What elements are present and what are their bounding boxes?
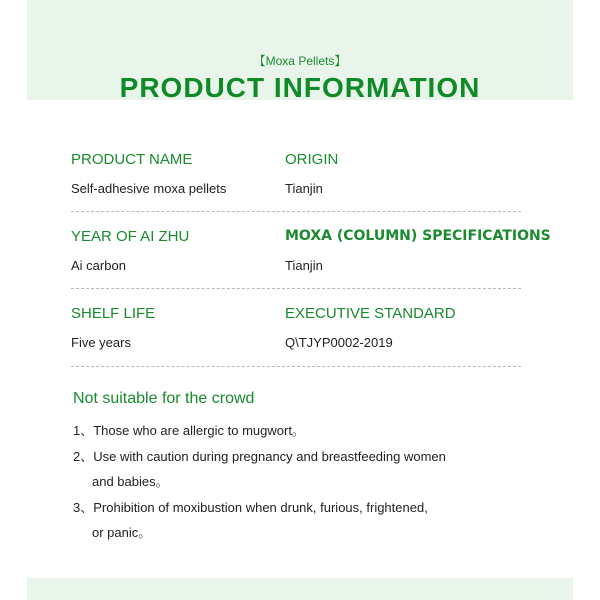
crowd-item-1: 1、Those who are allergic to mugwort。	[73, 423, 305, 438]
divider	[71, 288, 521, 289]
standard-label: EXECUTIVE STANDARD	[285, 305, 456, 322]
divider	[71, 211, 521, 212]
product-name-label: PRODUCT NAME	[71, 151, 193, 168]
footer-band	[27, 578, 573, 600]
spec-label: MOXA (COLUMN) SPECIFICATIONS	[285, 228, 551, 244]
product-subtitle: 【Moxa Pellets】	[253, 54, 347, 68]
crowd-item-2: 2、Use with caution during pregnancy and breastfeeding women	[73, 449, 446, 464]
product-name-value: Self-adhesive moxa pellets	[71, 181, 227, 196]
divider	[71, 366, 521, 367]
standard-value: Q\TJYP0002-2019	[285, 335, 393, 350]
crowd-section-title: Not suitable for the crowd	[73, 390, 255, 407]
crowd-item-2-continued: and babies。	[92, 474, 169, 489]
shelf-life-label: SHELF LIFE	[71, 305, 156, 322]
crowd-item-3-continued: or panic。	[92, 525, 152, 540]
page-title: PRODUCT INFORMATION	[119, 72, 481, 103]
year-value: Ai carbon	[71, 258, 126, 273]
spec-value: Tianjin	[285, 258, 323, 273]
crowd-item-3: 3、Prohibition of moxibustion when drunk, furious, frightened,	[73, 500, 428, 515]
year-label: YEAR OF AI ZHU	[71, 228, 190, 245]
shelf-life-value: Five years	[71, 335, 131, 350]
origin-label: ORIGIN	[285, 151, 339, 168]
origin-value: Tianjin	[285, 181, 323, 196]
